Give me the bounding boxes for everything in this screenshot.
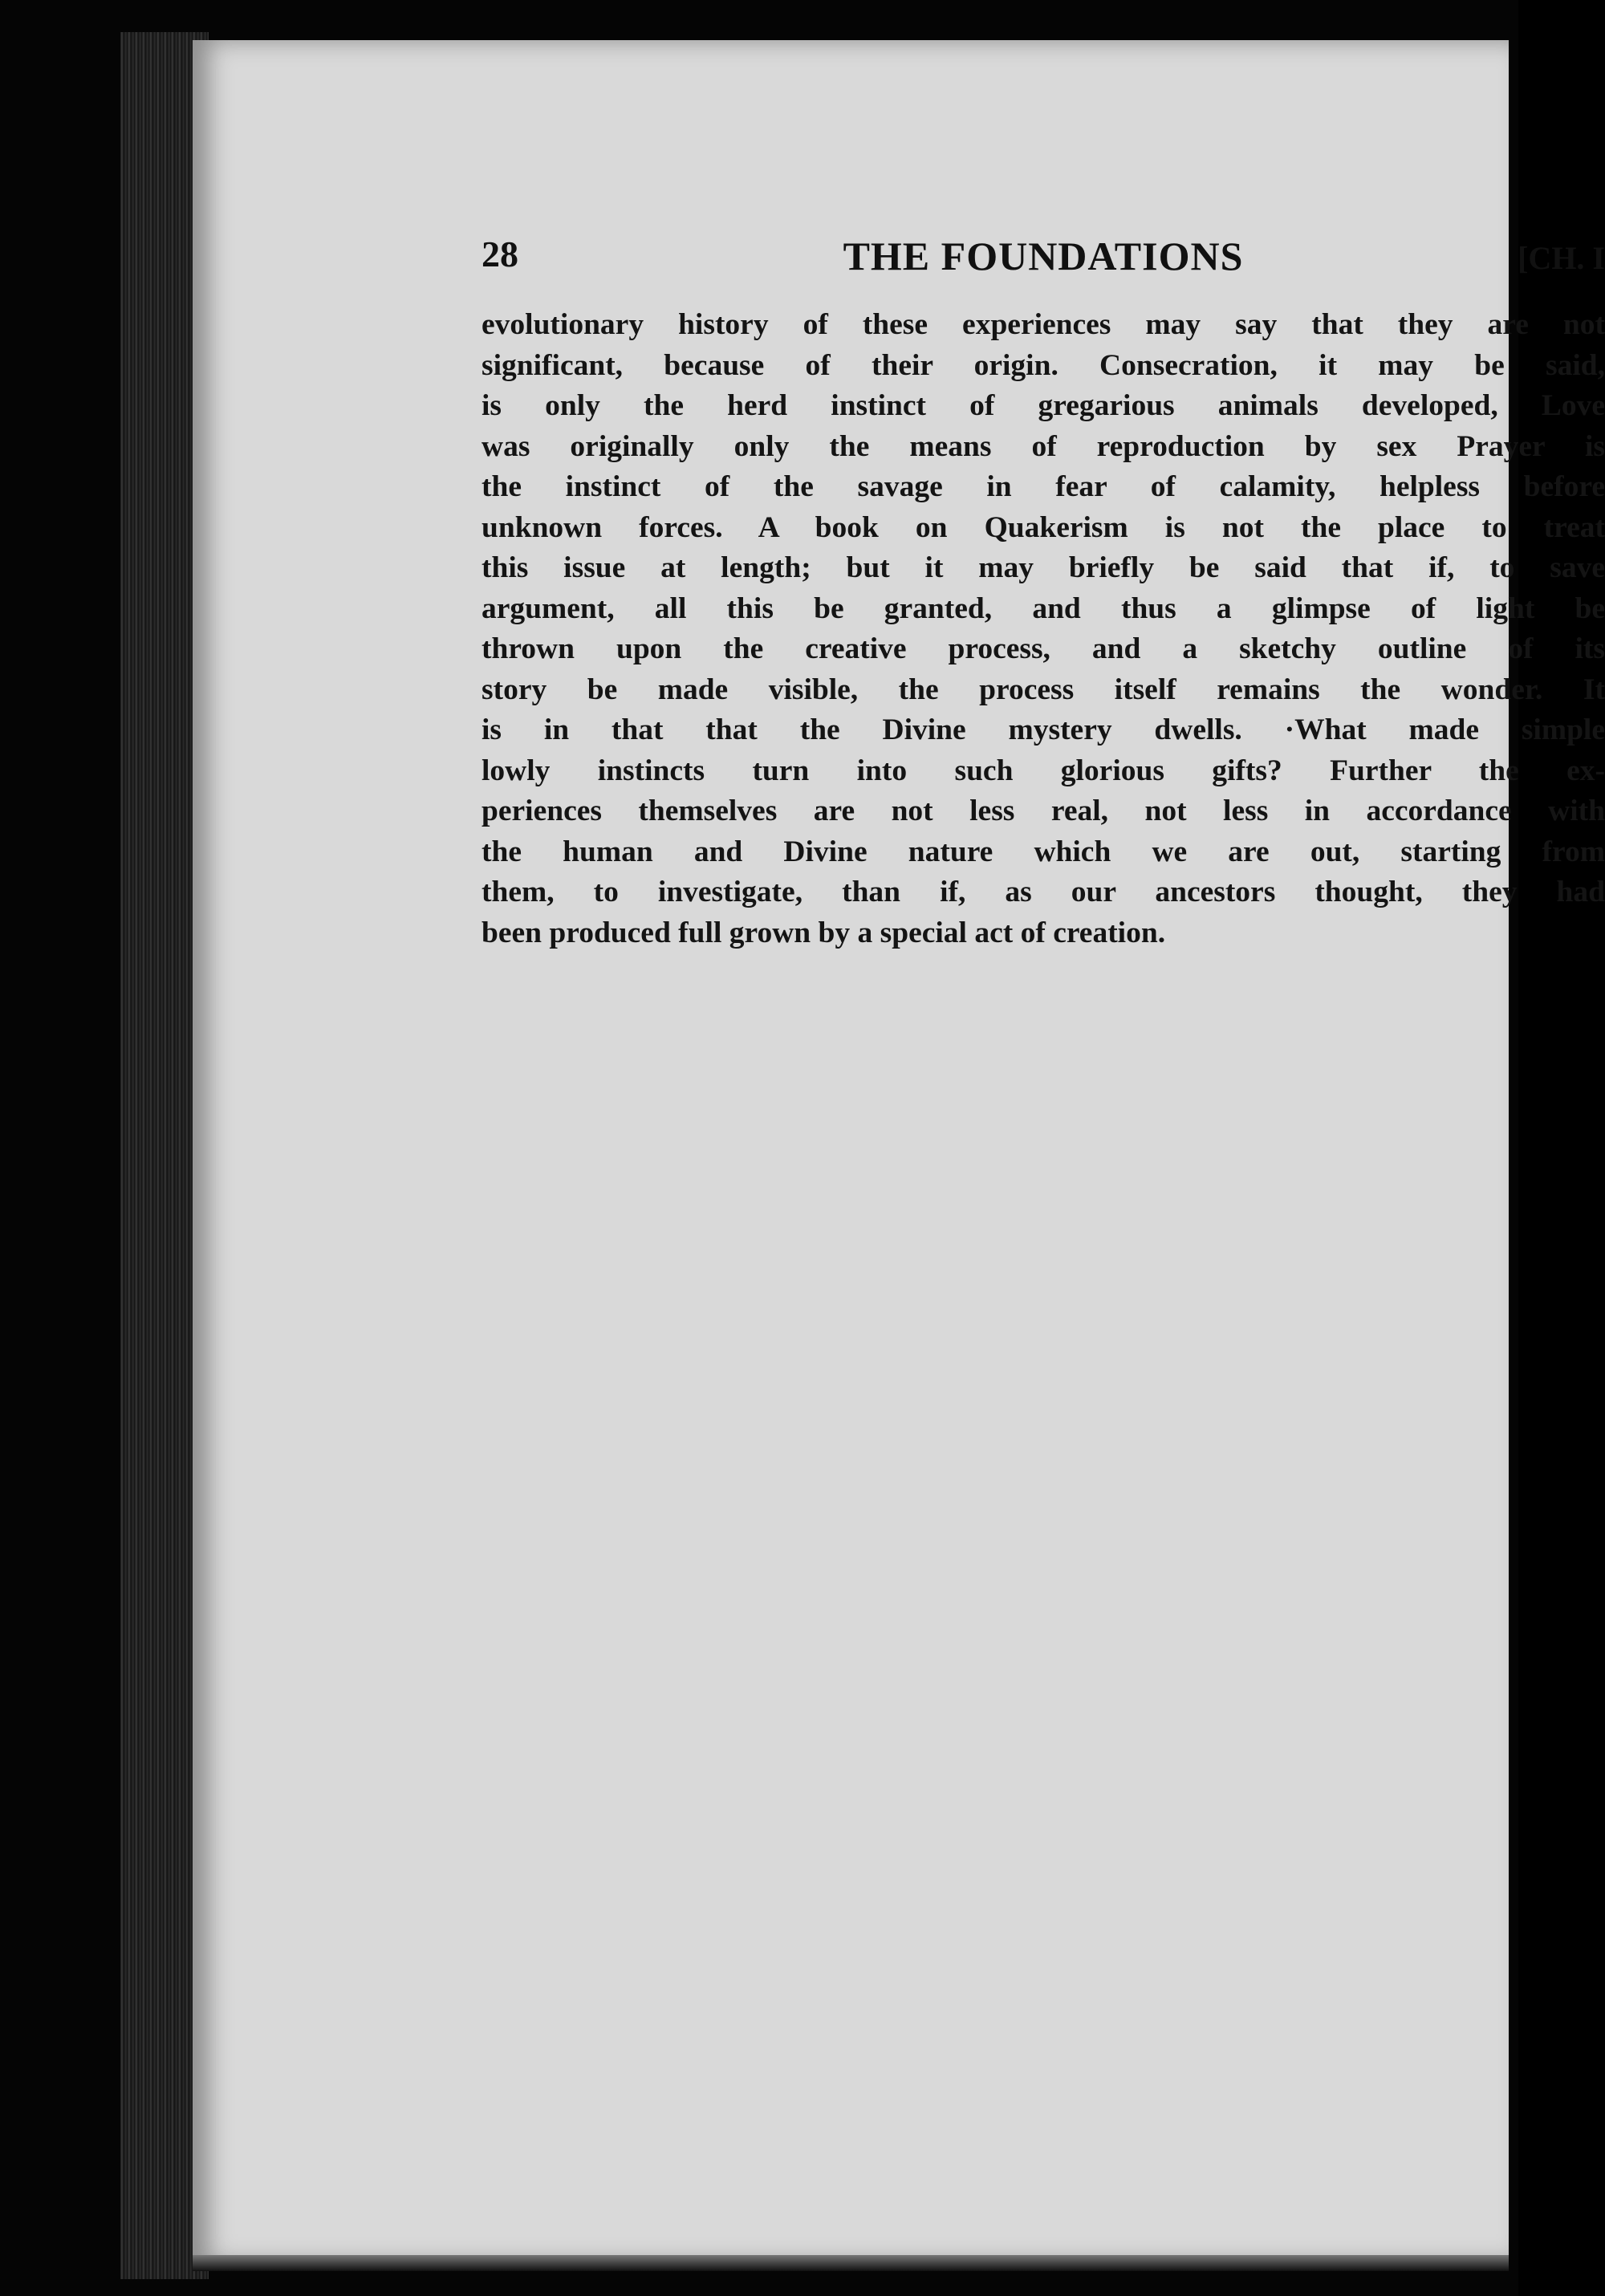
book-page xyxy=(193,40,1605,2263)
text-line: this issue at length; but it may briefly be said that if, to save xyxy=(482,551,1605,584)
text-line: was originally only the means of reproduction by sex Prayer is xyxy=(482,429,1605,463)
running-title: THE FOUNDATIONS xyxy=(843,234,1244,278)
text-line: is in that that the Divine mystery dwells. ·What made simple xyxy=(482,713,1605,746)
text-line: been produced full grown by a special act of creation. xyxy=(482,916,1166,949)
text-line: is only the herd instinct of gregarious animals developed, Love xyxy=(482,389,1605,422)
page-bottom-edge xyxy=(193,2255,1509,2271)
text-line: thrown upon the creative process, and a sketchy outline of its xyxy=(482,632,1605,665)
text-line: evolutionary history of these experiences may say that they are not xyxy=(482,308,1605,341)
text-line: story be made visible, the process itself remains the wonder. It xyxy=(482,673,1605,706)
body-paragraph xyxy=(482,305,1605,953)
page-header xyxy=(482,233,1605,297)
text-line: the human and Divine nature which we are out, starting from xyxy=(482,835,1605,868)
text-line: argument, all this be granted, and thus a glimpse of light be xyxy=(482,591,1605,625)
text-line: lowly instincts turn into such glorious gifts? Further the ex- xyxy=(482,754,1605,787)
page-content xyxy=(482,233,1605,953)
text-line: the instinct of the savage in fear of calamity, helpless before xyxy=(482,470,1605,503)
page-number: 28 xyxy=(482,234,518,274)
text-line: periences themselves are not less real, not less in accordance with xyxy=(482,794,1605,827)
chapter-reference: [CH. I xyxy=(1518,240,1605,276)
text-line: them, to investigate, than if, as our ancestors thought, they had xyxy=(482,876,1605,908)
text-line: unknown forces. A book on Quakerism is not the place to treat xyxy=(482,510,1605,544)
text-line: significant, because of their origin. Consecration, it may be said, xyxy=(482,348,1605,382)
